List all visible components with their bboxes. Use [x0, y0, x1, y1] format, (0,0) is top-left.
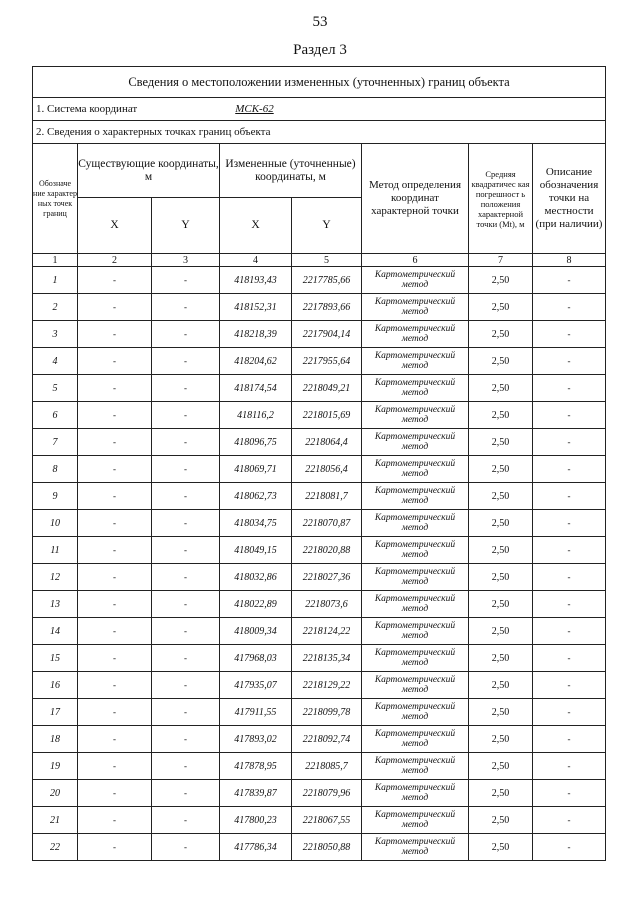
changed-x: 418152,31	[220, 294, 292, 321]
description: -	[533, 645, 606, 672]
point-number: 15	[33, 645, 78, 672]
description: -	[533, 834, 606, 861]
mt-value: 2,50	[469, 564, 533, 591]
changed-x: 418009,34	[220, 618, 292, 645]
mt-value: 2,50	[469, 699, 533, 726]
changed-x: 418193,43	[220, 267, 292, 294]
existing-x: -	[78, 564, 152, 591]
changed-y: 2218129,22	[292, 672, 362, 699]
description: -	[533, 510, 606, 537]
mt-value: 2,50	[469, 780, 533, 807]
method: Картометрический метод	[362, 726, 469, 753]
col-num: 6	[362, 254, 469, 267]
mt-value: 2,50	[469, 267, 533, 294]
point-number: 21	[33, 807, 78, 834]
existing-y: -	[152, 699, 220, 726]
method: Картометрический метод	[362, 645, 469, 672]
point-number: 10	[33, 510, 78, 537]
existing-y: -	[152, 510, 220, 537]
changed-y: 2217955,64	[292, 348, 362, 375]
method: Картометрический метод	[362, 321, 469, 348]
coord-system-row	[33, 98, 606, 121]
existing-y: -	[152, 537, 220, 564]
point-number: 7	[33, 429, 78, 456]
existing-y: -	[152, 348, 220, 375]
existing-x: -	[78, 591, 152, 618]
description: -	[533, 753, 606, 780]
description: -	[533, 618, 606, 645]
table-row	[33, 564, 606, 591]
coord-system-label: 1. Система координат	[36, 103, 138, 115]
header-description: Описание обозначения точки на местности (при наличии)	[533, 144, 606, 254]
description: -	[533, 483, 606, 510]
changed-y: 2218124,22	[292, 618, 362, 645]
description: -	[533, 402, 606, 429]
mt-value: 2,50	[469, 807, 533, 834]
existing-x: -	[78, 672, 152, 699]
header-changed-coords: Измененные (уточненные) координаты, м	[220, 144, 362, 198]
changed-y: 2217904,14	[292, 321, 362, 348]
existing-x: -	[78, 267, 152, 294]
table-row	[33, 294, 606, 321]
method: Картометрический метод	[362, 591, 469, 618]
changed-x: 418204,62	[220, 348, 292, 375]
mt-value: 2,50	[469, 402, 533, 429]
table-row	[33, 537, 606, 564]
point-number: 2	[33, 294, 78, 321]
changed-y: 2218079,96	[292, 780, 362, 807]
mt-value: 2,50	[469, 348, 533, 375]
description: -	[533, 267, 606, 294]
changed-x: 418096,75	[220, 429, 292, 456]
mt-value: 2,50	[469, 483, 533, 510]
changed-x: 417878,95	[220, 753, 292, 780]
method: Картометрический метод	[362, 402, 469, 429]
description: -	[533, 348, 606, 375]
header-method: Метод определения координат характерной точки	[362, 144, 469, 254]
changed-y: 2218092,74	[292, 726, 362, 753]
changed-y: 2218049,21	[292, 375, 362, 402]
mt-value: 2,50	[469, 294, 533, 321]
changed-x: 417893,02	[220, 726, 292, 753]
table-row	[33, 591, 606, 618]
existing-y: -	[152, 753, 220, 780]
method: Картометрический метод	[362, 780, 469, 807]
table-row	[33, 375, 606, 402]
description: -	[533, 699, 606, 726]
points-label: 2. Сведения о характерных точках границ объекта	[33, 121, 606, 144]
existing-y: -	[152, 429, 220, 456]
table-row	[33, 510, 606, 537]
table-row	[33, 456, 606, 483]
description: -	[533, 591, 606, 618]
point-number: 20	[33, 780, 78, 807]
table-row	[33, 429, 606, 456]
mt-value: 2,50	[469, 429, 533, 456]
changed-x: 417839,87	[220, 780, 292, 807]
existing-y: -	[152, 402, 220, 429]
header-existing-coords: Существующие координаты, м	[78, 144, 220, 198]
point-number: 4	[33, 348, 78, 375]
changed-x: 418062,73	[220, 483, 292, 510]
table-row	[33, 726, 606, 753]
changed-x: 418032,86	[220, 564, 292, 591]
table-row	[33, 807, 606, 834]
description: -	[533, 321, 606, 348]
mt-value: 2,50	[469, 834, 533, 861]
existing-x: -	[78, 618, 152, 645]
changed-y: 2217893,66	[292, 294, 362, 321]
table-row	[33, 618, 606, 645]
col-num: 4	[220, 254, 292, 267]
col-num: 3	[152, 254, 220, 267]
changed-y: 2218056,4	[292, 456, 362, 483]
existing-y: -	[152, 267, 220, 294]
point-number: 8	[33, 456, 78, 483]
mt-value: 2,50	[469, 456, 533, 483]
existing-y: -	[152, 618, 220, 645]
section-title: Раздел 3	[293, 42, 347, 58]
mt-value: 2,50	[469, 645, 533, 672]
description: -	[533, 375, 606, 402]
existing-x: -	[78, 726, 152, 753]
point-number: 6	[33, 402, 78, 429]
table-row	[33, 699, 606, 726]
existing-y: -	[152, 645, 220, 672]
method: Картометрический метод	[362, 375, 469, 402]
changed-y: 2218081,7	[292, 483, 362, 510]
mt-value: 2,50	[469, 510, 533, 537]
changed-y: 2218064,4	[292, 429, 362, 456]
col-num: 2	[78, 254, 152, 267]
header-existing-y: Y	[152, 198, 220, 254]
header-mt: Средняя квадратичес кая погрешност ь положения характерной точки (Mt), м	[469, 144, 533, 254]
col-num: 5	[292, 254, 362, 267]
existing-x: -	[78, 537, 152, 564]
point-number: 22	[33, 834, 78, 861]
point-number: 5	[33, 375, 78, 402]
mt-value: 2,50	[469, 321, 533, 348]
changed-y: 2218135,34	[292, 645, 362, 672]
description: -	[533, 537, 606, 564]
existing-x: -	[78, 510, 152, 537]
boundary-points-table	[32, 66, 606, 861]
method: Картометрический метод	[362, 537, 469, 564]
existing-y: -	[152, 375, 220, 402]
description: -	[533, 780, 606, 807]
description: -	[533, 672, 606, 699]
changed-x: 418218,39	[220, 321, 292, 348]
coord-system-value: МСК-62	[235, 103, 274, 115]
changed-x: 417800,23	[220, 807, 292, 834]
changed-x: 417911,55	[220, 699, 292, 726]
method: Картометрический метод	[362, 699, 469, 726]
point-number: 1	[33, 267, 78, 294]
existing-y: -	[152, 483, 220, 510]
point-number: 12	[33, 564, 78, 591]
table-row	[33, 645, 606, 672]
point-number: 19	[33, 753, 78, 780]
header-changed-y: Y	[292, 198, 362, 254]
header-existing-x: X	[78, 198, 152, 254]
method: Картометрический метод	[362, 834, 469, 861]
changed-y: 2218015,69	[292, 402, 362, 429]
changed-y: 2217785,66	[292, 267, 362, 294]
existing-x: -	[78, 321, 152, 348]
method: Картометрический метод	[362, 267, 469, 294]
existing-y: -	[152, 321, 220, 348]
changed-x: 417935,07	[220, 672, 292, 699]
method: Картометрический метод	[362, 456, 469, 483]
existing-x: -	[78, 807, 152, 834]
existing-y: -	[152, 591, 220, 618]
changed-y: 2218020,88	[292, 537, 362, 564]
existing-x: -	[78, 375, 152, 402]
method: Картометрический метод	[362, 294, 469, 321]
point-number: 18	[33, 726, 78, 753]
changed-x: 418174,54	[220, 375, 292, 402]
column-numbers-row	[33, 254, 606, 267]
table-row	[33, 321, 606, 348]
existing-x: -	[78, 294, 152, 321]
existing-x: -	[78, 753, 152, 780]
point-number: 11	[33, 537, 78, 564]
existing-y: -	[152, 807, 220, 834]
existing-y: -	[152, 726, 220, 753]
existing-x: -	[78, 834, 152, 861]
point-number: 3	[33, 321, 78, 348]
existing-y: -	[152, 456, 220, 483]
page-number: 53	[312, 14, 328, 30]
col-num: 1	[33, 254, 78, 267]
existing-x: -	[78, 483, 152, 510]
description: -	[533, 726, 606, 753]
method: Картометрический метод	[362, 672, 469, 699]
mt-value: 2,50	[469, 537, 533, 564]
point-number: 16	[33, 672, 78, 699]
changed-y: 2218027,36	[292, 564, 362, 591]
description: -	[533, 429, 606, 456]
header-designation: Обозначе ние характер ных точек границ	[33, 144, 78, 254]
changed-y: 2218067,55	[292, 807, 362, 834]
existing-x: -	[78, 780, 152, 807]
changed-x: 418116,2	[220, 402, 292, 429]
changed-x: 418034,75	[220, 510, 292, 537]
changed-y: 2218073,6	[292, 591, 362, 618]
point-number: 13	[33, 591, 78, 618]
description: -	[533, 294, 606, 321]
changed-x: 418069,71	[220, 456, 292, 483]
point-number: 9	[33, 483, 78, 510]
table-row	[33, 780, 606, 807]
table-row	[33, 834, 606, 861]
existing-x: -	[78, 402, 152, 429]
changed-y: 2218085,7	[292, 753, 362, 780]
changed-x: 417786,34	[220, 834, 292, 861]
table-row	[33, 483, 606, 510]
existing-y: -	[152, 834, 220, 861]
changed-y: 2218050,88	[292, 834, 362, 861]
description: -	[533, 456, 606, 483]
table-row	[33, 402, 606, 429]
method: Картометрический метод	[362, 618, 469, 645]
existing-x: -	[78, 348, 152, 375]
table-row	[33, 672, 606, 699]
table-row	[33, 753, 606, 780]
existing-x: -	[78, 699, 152, 726]
mt-value: 2,50	[469, 591, 533, 618]
mt-value: 2,50	[469, 618, 533, 645]
method: Картометрический метод	[362, 510, 469, 537]
changed-y: 2218099,78	[292, 699, 362, 726]
description: -	[533, 564, 606, 591]
method: Картометрический метод	[362, 807, 469, 834]
existing-y: -	[152, 780, 220, 807]
changed-x: 418049,15	[220, 537, 292, 564]
method: Картометрический метод	[362, 483, 469, 510]
table-row	[33, 267, 606, 294]
description: -	[533, 807, 606, 834]
header-changed-x: X	[220, 198, 292, 254]
mt-value: 2,50	[469, 726, 533, 753]
table-row	[33, 348, 606, 375]
existing-y: -	[152, 294, 220, 321]
mt-value: 2,50	[469, 375, 533, 402]
changed-y: 2218070,87	[292, 510, 362, 537]
point-number: 17	[33, 699, 78, 726]
existing-y: -	[152, 564, 220, 591]
changed-x: 417968,03	[220, 645, 292, 672]
point-number: 14	[33, 618, 78, 645]
existing-x: -	[78, 429, 152, 456]
mt-value: 2,50	[469, 672, 533, 699]
method: Картометрический метод	[362, 564, 469, 591]
existing-x: -	[78, 645, 152, 672]
table-title: Сведения о местоположении измененных (уточненных) границ объекта	[33, 67, 606, 98]
existing-y: -	[152, 672, 220, 699]
method: Картометрический метод	[362, 429, 469, 456]
col-num: 8	[533, 254, 606, 267]
col-num: 7	[469, 254, 533, 267]
existing-x: -	[78, 456, 152, 483]
mt-value: 2,50	[469, 753, 533, 780]
changed-x: 418022,89	[220, 591, 292, 618]
method: Картометрический метод	[362, 348, 469, 375]
method: Картометрический метод	[362, 753, 469, 780]
